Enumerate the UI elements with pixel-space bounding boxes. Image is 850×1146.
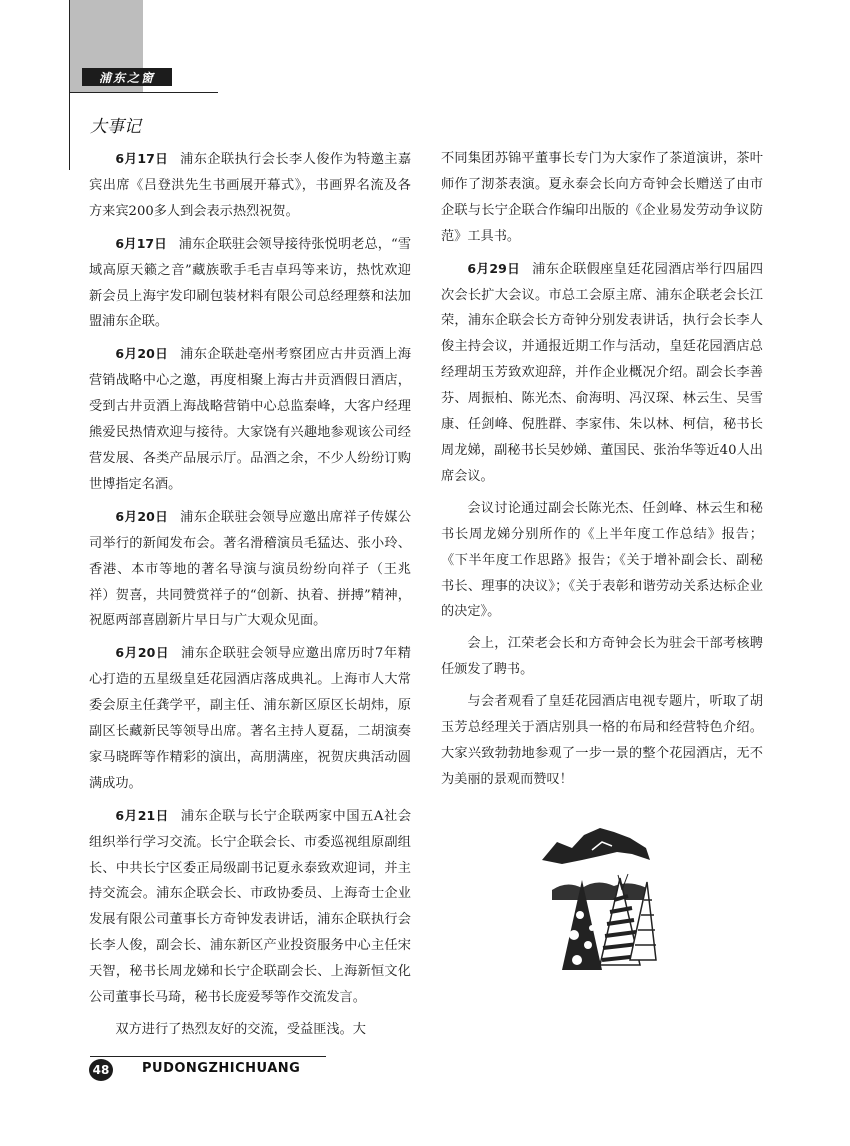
- entry-date: 6月20日: [115, 508, 169, 524]
- entry-paragraph: [89, 146, 411, 225]
- section-title: 大事记: [90, 117, 141, 137]
- entry-paragraph: [441, 146, 763, 250]
- header-horizontal-rule: [70, 92, 218, 93]
- entry-date: 6月20日: [115, 346, 169, 362]
- entry-date: 6月20日: [115, 645, 170, 661]
- right-column: [441, 146, 763, 799]
- entry-date: 6月29日: [467, 260, 521, 276]
- entry-paragraph: [441, 631, 763, 683]
- entry-text: 双方进行了热烈友好的交流，受益匪浅。大: [115, 1022, 366, 1037]
- entry-text: 浦东企联驻会领导接待张悦明老总，“雪域高原天籁之音”藏族歌手毛吉卓玛等来访，热忱欢迎新会员上海宇发印刷包装材料有限公司总经理蔡和法加盟浦东企联。: [89, 236, 412, 330]
- entry-text: 浦东企联驻会领导应邀出席历时7年精心打造的五星级皇廷花园酒店落成典礼。上海市人大常委会原主任龚学平，副主任、浦东新区原区长胡炜，原副区长藏新民等领导出席。著名主持人夏磊，二胡演奏家马晓晖等作精彩的演出，高朋满座，祝贺庆典活动圆满成功。: [89, 646, 411, 791]
- entry-text: 浦东企联执行会长李人俊作为特邀主嘉宾出席《吕登洪先生书画展开幕式》，书画界名流及各方来宾200多人到会表示热烈祝贺。: [89, 152, 412, 219]
- entry-date: 6月17日: [115, 235, 167, 251]
- entry-text: 浦东企联假座皇廷花园酒店举行四届四次会长扩大会议。市总工会原主席、浦东企联老会长江荣，浦东企联会长方奇钟分别发表讲话，执行会长李人俊主持会议，并通报近期工作与活动，皇廷花园酒店总经理胡玉芳致欢迎辞，并作企业概况介绍。副会长李善芬、周振柏、陈光杰、俞海明、冯汉琛、林云生、吴雪康、任剑峰、倪胜群、李家伟、朱以林、柯信，秘书长周龙娣，副秘书长吴妙娣、董国民、张治华等近40人出席会议。: [441, 261, 764, 484]
- entry-paragraph: [441, 496, 763, 626]
- entry-date: 6月21日: [115, 807, 169, 823]
- publication-name: PUDONGZHICHUANG: [142, 1061, 301, 1076]
- entry-text: 浦东企联赴亳州考察团应古井贡酒上海营销战略中心之邀，再度相聚上海古井贡酒假日酒店，受到古井贡酒上海战略营销中心总监秦峰，大客户经理熊爱民热情欢迎与接待。大家饶有兴趣地参观该公司经营发展、各类产品展示厅。品酒之余，不少人纷纷订购世博指定名酒。: [89, 347, 412, 492]
- entry-text: 不同集团苏锦平董事长专门为大家作了茶道演讲，茶叶师作了沏茶表演。夏永泰会长向方奇钟会长赠送了由市企联与长宁企联合作编印出版的《企业易发劳动争议防范》工具书。: [441, 151, 763, 244]
- entry-text: 会上，江荣老会长和方奇钟会长为驻会干部考核聘任颁发了聘书。: [441, 636, 763, 678]
- entry-paragraph: [89, 231, 411, 336]
- entry-paragraph: [89, 504, 411, 635]
- footer-rule: [90, 1056, 326, 1057]
- entry-date: 6月17日: [115, 151, 169, 166]
- entry-paragraph: [441, 689, 763, 793]
- entry-paragraph: [89, 640, 411, 796]
- page-number: 48: [89, 1059, 113, 1081]
- entry-text: 与会者观看了皇廷花园酒店电视专题片，听取了胡玉芳总经理关于酒店别具一格的布局和经营特色介绍。大家兴致勃勃地参观了一步一景的整个花园酒店，无不为美丽的景观而赞叹！: [441, 694, 763, 787]
- header-vertical-rule: [69, 0, 70, 170]
- entry-text: 会议讨论通过副会长陈光杰、任剑峰、林云生和秘书长周龙娣分别所作的《上半年度工作总结》报告；《下半年度工作思路》报告；《关于增补副会长、副秘书长、理事的决议》；《关于表彰和谐劳动关系达标企业的决定》。: [441, 500, 763, 620]
- entry-paragraph: [441, 256, 763, 490]
- entry-paragraph: [89, 341, 411, 497]
- entry-text: 浦东企联与长宁企联两家中国五A社会组织举行学习交流。长宁企联会长、市委巡视组原副组长、中共长宁区委正局级副书记夏永泰致欢迎词，并主持交流会。浦东企联会长、市政协委员、上海奇士企业发展有限公司董事长方奇钟发表讲话，浦东企联执行会长李人俊，副会长、浦东新区产业投资服务中心主任宋天智，秘书长周龙娣和长宁企联副会长、上海新恒文化公司董事长马琦，秘书长庞爱琴等作交流发言。: [89, 808, 412, 1006]
- left-column: [89, 146, 411, 1049]
- entry-text: 浦东企联驻会领导应邀出席祥子传媒公司举行的新闻发布会。著名滑稽演员毛猛达、张小玲、香港、本市等地的著名导演与演员纷纷向祥子（王兆祥）贺喜，共同赞赏祥子的“创新、执着、拼搏”精神，祝愿两部喜剧新片早日与广大观众见面。: [89, 509, 412, 629]
- masthead-logo: 浦东之窗: [82, 68, 172, 86]
- entry-paragraph: [89, 803, 411, 1011]
- tree-illustration: [522, 820, 662, 975]
- entry-paragraph: [89, 1017, 411, 1043]
